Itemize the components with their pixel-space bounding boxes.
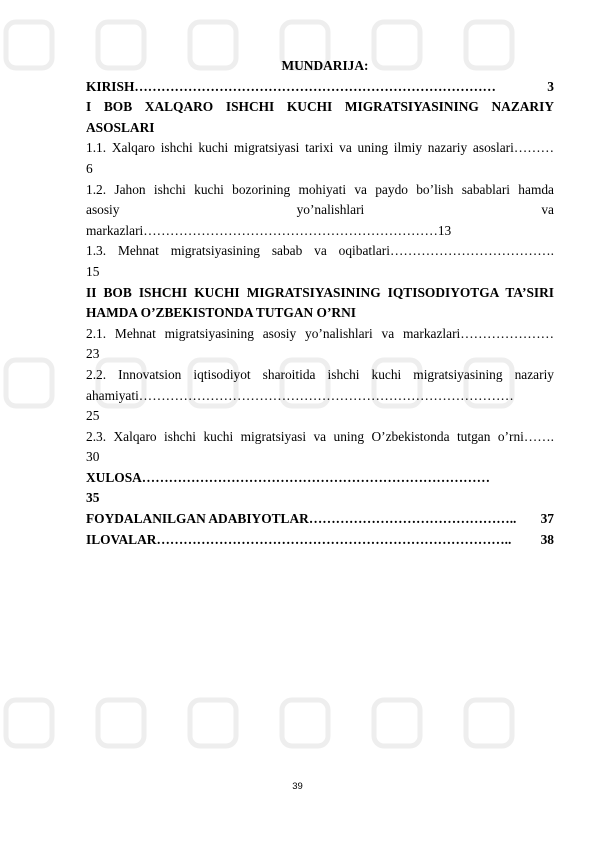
toc-section-2-1-page: 23 bbox=[86, 346, 100, 362]
toc-section-1-2-line-2[interactable]: asosiy yo’nalishlari va bbox=[86, 202, 554, 218]
toc-conclusion-page: 35 bbox=[86, 490, 100, 506]
toc-section-2-2-page: 25 bbox=[86, 408, 100, 424]
toc-section-1-3-page: 15 bbox=[86, 263, 100, 279]
toc-section-1-1-page: 6 bbox=[86, 160, 93, 176]
toc-conclusion[interactable]: XULOSA…………………………………………………………………… bbox=[86, 469, 490, 485]
toc-entry-appendix[interactable]: ILOVALAR …………………………………………………………………….. 38 bbox=[86, 531, 554, 547]
table-of-contents bbox=[86, 56, 554, 550]
page-number: 39 bbox=[292, 781, 303, 792]
toc-section-2-3-page: 30 bbox=[86, 449, 100, 465]
toc-section-1-2-line-3[interactable]: markazlari…………………………………………………………13 bbox=[86, 222, 452, 238]
toc-section-1-2-line-1[interactable]: 1.2. Jahon ishchi kuchi bozorining mohiyati va paydo bo’lish sabablari hamda bbox=[86, 181, 554, 197]
toc-section-1-3[interactable]: 1.3. Mehnat migratsiyasining sabab va oqibatlari………………………………. bbox=[86, 243, 554, 259]
toc-chapter-2-line-1[interactable]: II BOB ISHCHI KUCHI MIGRATSIYASINING IQTISODIYOTGA TA’SIRI bbox=[86, 284, 554, 300]
toc-chapter-1-line-2[interactable]: ASOSLARI bbox=[86, 119, 155, 135]
toc-section-2-2-line-1[interactable]: 2.2. Innovatsion iqtisodiyot sharoitida ishchi kuchi migratsiyasining nazariy bbox=[86, 366, 554, 382]
toc-title: MUNDARIJA: bbox=[281, 58, 369, 73]
toc-section-1-1[interactable]: 1.1. Xalqaro ishchi kuchi migratsiyasi tarixi va uning ilmiy nazariy asoslari……… bbox=[86, 140, 554, 156]
toc-section-2-2-line-2[interactable]: ahamiyati………………………………………………………………………… bbox=[86, 387, 514, 403]
toc-section-2-3[interactable]: 2.3. Xalqaro ishchi kuchi migratsiyasi va uning O’zbekistonda tutgan o’rni……. bbox=[86, 428, 554, 444]
toc-chapter-1-line-1[interactable]: I BOB XALQARO ISHCHI KUCHI MIGRATSIYASINING NAZARIY bbox=[86, 99, 554, 115]
toc-entry-references[interactable]: FOYDALANILGAN ADABIYOTLAR ……………………………………….. 37 bbox=[86, 511, 554, 527]
toc-chapter-2-line-2[interactable]: HAMDA O’ZBEKISTONDA TUTGAN O’RNI bbox=[86, 305, 356, 321]
toc-entry-intro[interactable]: KIRISH ……………………………………………………………………… 3 bbox=[86, 78, 554, 94]
toc-section-2-1[interactable]: 2.1. Mehnat migratsiyasining asosiy yo’nalishlari va markazlari………………… bbox=[86, 325, 554, 341]
